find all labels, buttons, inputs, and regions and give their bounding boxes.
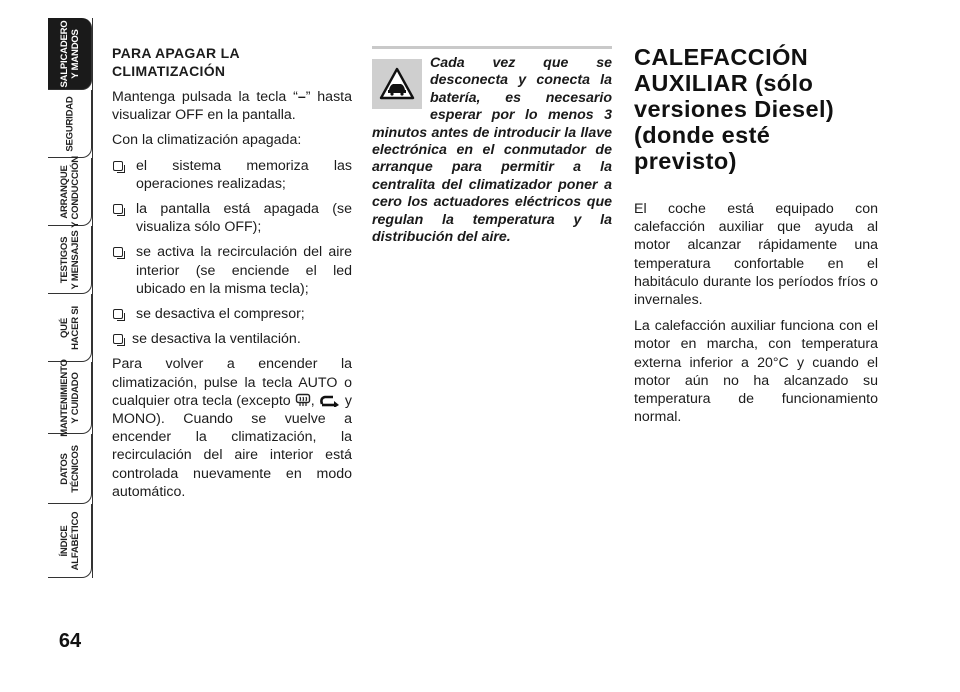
tab-label: ARRANQUE Y CONDUCCIÓN <box>58 155 81 228</box>
column-warning <box>372 46 612 246</box>
text: Mantenga pulsada la tecla “ <box>112 89 298 105</box>
text: , <box>310 392 315 409</box>
column-apagar-climatizacion <box>112 44 352 508</box>
list-item-text: se activa la recirculación del aire interior (se enciende el led ubicado en la misma tecla); <box>136 244 352 297</box>
paragraph <box>112 88 352 124</box>
list-item-text: la pantalla está apagada (se visualiza sólo OFF); <box>136 201 352 236</box>
checkbox-bullet-icon <box>113 309 123 319</box>
tab-label: SEGURIDAD <box>64 95 75 152</box>
key-symbol: – <box>297 89 306 105</box>
chapter-sidebar <box>48 18 93 578</box>
bullet-list <box>112 157 352 349</box>
list-item <box>112 330 352 348</box>
list-item <box>112 200 352 236</box>
text: Para volver a encender la climatización, pulse la tecla AUTO o cualquier otra tecla (excepto <box>112 356 352 409</box>
list-item-text: el sistema memoriza las operaciones realizadas; <box>136 157 352 192</box>
warning-note <box>372 55 612 246</box>
tab-label: DATOS TÉCNICOS <box>58 444 81 493</box>
tab-que-hacer-si[interactable] <box>48 294 92 362</box>
list-item-text: se desactiva la ventilación. <box>132 331 301 348</box>
paragraph: La calefacción auxiliar funciona con el motor en marcha, con temperatura externa inferior a 20°C y cuando el motor aún no ha alcanzado su temperatura de funcionamiento normal. <box>634 318 878 426</box>
tab-mantenimiento-y-cuidado[interactable] <box>48 358 92 437</box>
tab-testigos-y-mensajes[interactable] <box>48 226 92 294</box>
tab-label: MANTENIMIENTO Y CUIDADO <box>58 358 81 437</box>
text: y MONO). Cuando se vuelve a encender la climatización, la recirculación del aire interior está controlada nuevamente en modo automático. <box>112 392 352 500</box>
tab-label: QUÉ HACER SI <box>58 305 81 350</box>
page-number: 64 <box>58 630 82 652</box>
tab-label: SALPICADERO Y MANDOS <box>58 20 81 87</box>
checkbox-bullet-icon <box>113 161 123 171</box>
recirculation-icon <box>319 395 341 407</box>
checkbox-bullet-icon <box>113 247 123 257</box>
section-title: CALEFACCIÓN AUXILIAR (sólo versiones Diesel) (donde esté previsto) <box>634 44 835 174</box>
tab-seguridad[interactable] <box>48 90 92 158</box>
tab-datos-tecnicos[interactable] <box>48 434 92 504</box>
text: ” hasta visualizar OFF en la pantalla. <box>112 89 352 124</box>
list-item <box>112 243 352 298</box>
checkbox-bullet-icon <box>113 204 123 214</box>
warning-triangle-car-icon <box>372 59 422 109</box>
tab-label: TESTIGOS Y MENSAJES <box>58 229 81 290</box>
tab-indice-alfabetico[interactable] <box>48 504 92 578</box>
section-heading: PARA APAGAR LA CLIMATIZACIÓN <box>112 45 240 79</box>
tab-label: ÍNDICE ALFABÉTICO <box>58 511 81 570</box>
paragraph <box>112 355 352 501</box>
tab-salpicadero-y-mandos[interactable] <box>48 18 92 90</box>
warning-text: Cada vez que se desconecta y conecta la batería, es necesario esperar por lo menos 3 minutos antes de introducir la llave electrónica en el conmutador de arranque para permitir a la centralita del climatizador poner a cero los actuadores eléctricos que regulan la temperatura y la distribución del aire. <box>372 55 612 246</box>
paragraph: Con la climatización apagada: <box>112 132 302 149</box>
divider <box>372 46 612 49</box>
tab-arranque-y-conduccion[interactable] <box>48 155 92 228</box>
list-item <box>112 157 352 193</box>
column-calefaccion-auxiliar <box>634 44 878 434</box>
list-item-text: se desactiva el compresor; <box>136 306 305 323</box>
list-item <box>112 305 352 323</box>
paragraph: El coche está equipado con calefacción auxiliar que ayuda al motor alcanzar rápidamente una temperatura confortable en el habitáculo durante los períodos fríos o invernales. <box>634 201 878 309</box>
checkbox-bullet-icon <box>113 334 123 344</box>
rear-defrost-icon <box>295 393 311 407</box>
